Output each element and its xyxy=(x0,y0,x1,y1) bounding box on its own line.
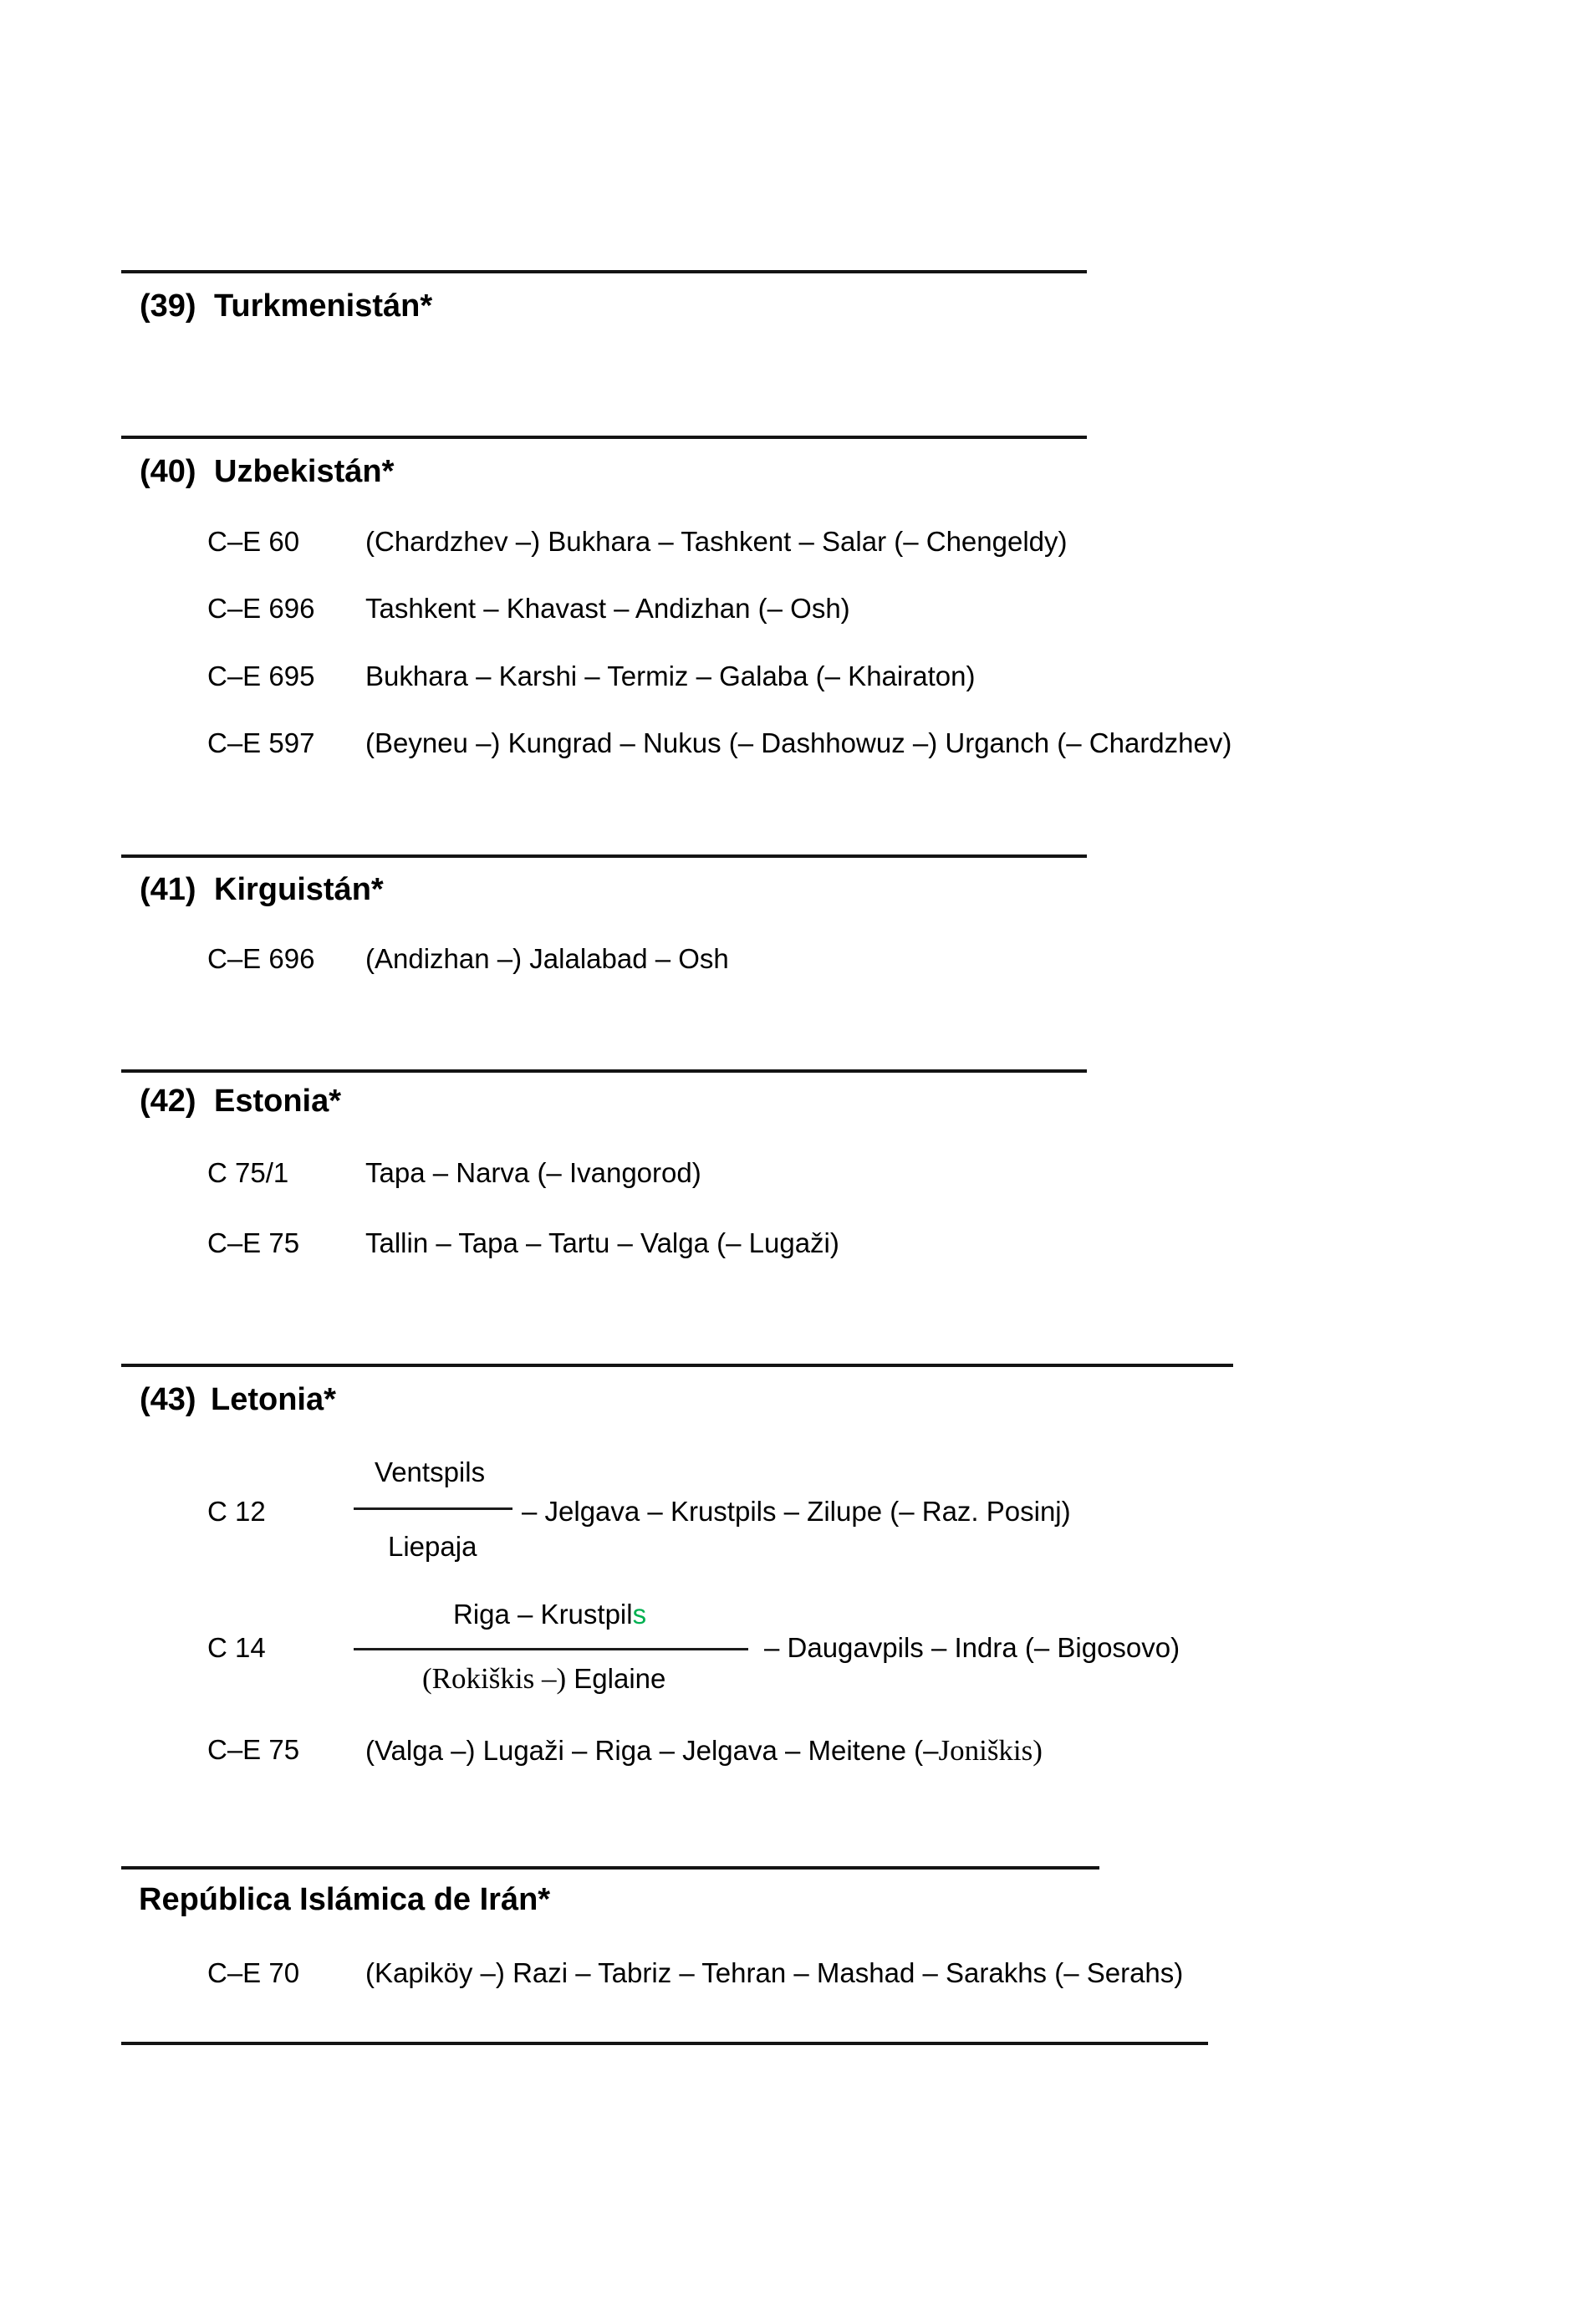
section-title-41: Kirguistán* xyxy=(214,872,384,907)
route-description: Bukhara – Karshi – Termiz – Galaba (– Khairaton) xyxy=(365,661,976,691)
route-code: C–E 597 xyxy=(207,727,315,758)
branch-top-text: Riga – Krustpil xyxy=(453,1599,633,1630)
route-code: C 75/1 xyxy=(207,1157,289,1188)
branch-bottom-station xyxy=(422,1661,665,1696)
section-title-43: Letonia* xyxy=(211,1382,336,1417)
branch-fraction-bar xyxy=(354,1507,512,1510)
branch-fraction-bar xyxy=(354,1648,748,1650)
section-divider-39 xyxy=(121,270,1087,273)
route-code: C–E 70 xyxy=(207,1957,300,1988)
section-title-39: Turkmenistán* xyxy=(214,288,433,324)
route-description-main: (Valga –) Lugaži – Riga – Jelgava – Meitene (– xyxy=(365,1735,939,1766)
route-code: C–E 60 xyxy=(207,526,300,557)
route-description: (Chardzhev –) Bukhara – Tashkent – Salar (– Chengeldy) xyxy=(365,526,1068,557)
branch-bottom-serif-text: (Rokiškis –) xyxy=(422,1662,567,1695)
section-divider-41 xyxy=(121,854,1087,858)
route-description: (Kapiköy –) Razi – Tabriz – Tehran – Mashad – Sarakhs (– Serahs) xyxy=(365,1957,1184,1988)
route-description: (Beyneu –) Kungrad – Nukus (– Dashhowuz –) Urganch (– Chardzhev) xyxy=(365,727,1232,758)
section-title-iran: República Islámica de Irán* xyxy=(139,1882,551,1917)
section-number-42: (42) xyxy=(140,1084,196,1119)
route-description: (Andizhan –) Jalalabad – Osh xyxy=(365,943,729,974)
route-description: Tapa – Narva (– Ivangorod) xyxy=(365,1157,701,1188)
route-description: Tallin – Tapa – Tartu – Valga (– Lugaži) xyxy=(365,1227,839,1258)
section-number-41: (41) xyxy=(140,872,196,907)
route-description xyxy=(365,1733,1043,1768)
page-bottom-divider xyxy=(121,2042,1208,2045)
route-code: C 12 xyxy=(207,1496,266,1527)
route-code: C–E 695 xyxy=(207,661,315,691)
branch-top-station: Ventspils xyxy=(375,1456,486,1487)
section-divider-40 xyxy=(121,436,1087,439)
section-title-42: Estonia* xyxy=(214,1084,342,1119)
route-code: C–E 696 xyxy=(207,593,315,624)
section-title-40: Uzbekistán* xyxy=(214,454,395,489)
section-number-43: (43) xyxy=(140,1382,196,1417)
section-divider-iran xyxy=(121,1866,1099,1870)
route-description: Tashkent – Khavast – Andizhan (– Osh) xyxy=(365,593,850,624)
branch-bottom-station: Liepaja xyxy=(388,1531,477,1562)
branch-top-station xyxy=(453,1598,646,1631)
route-code: C–E 696 xyxy=(207,943,315,974)
route-code: C–E 75 xyxy=(207,1227,300,1258)
section-number-40: (40) xyxy=(140,454,196,489)
branch-top-green-letter: s xyxy=(632,1599,647,1630)
route-code: C 14 xyxy=(207,1632,266,1663)
section-divider-42 xyxy=(121,1069,1087,1073)
route-description: – Daugavpils – Indra (– Bigosovo) xyxy=(764,1632,1180,1663)
route-code: C–E 75 xyxy=(207,1734,300,1765)
branch-bottom-sans-text: Eglaine xyxy=(566,1663,666,1694)
section-number-39: (39) xyxy=(140,288,196,324)
route-description: – Jelgava – Krustpils – Zilupe (– Raz. Posinj) xyxy=(522,1496,1071,1527)
route-description-serif: Joniškis) xyxy=(938,1734,1043,1767)
section-divider-43 xyxy=(121,1364,1233,1367)
